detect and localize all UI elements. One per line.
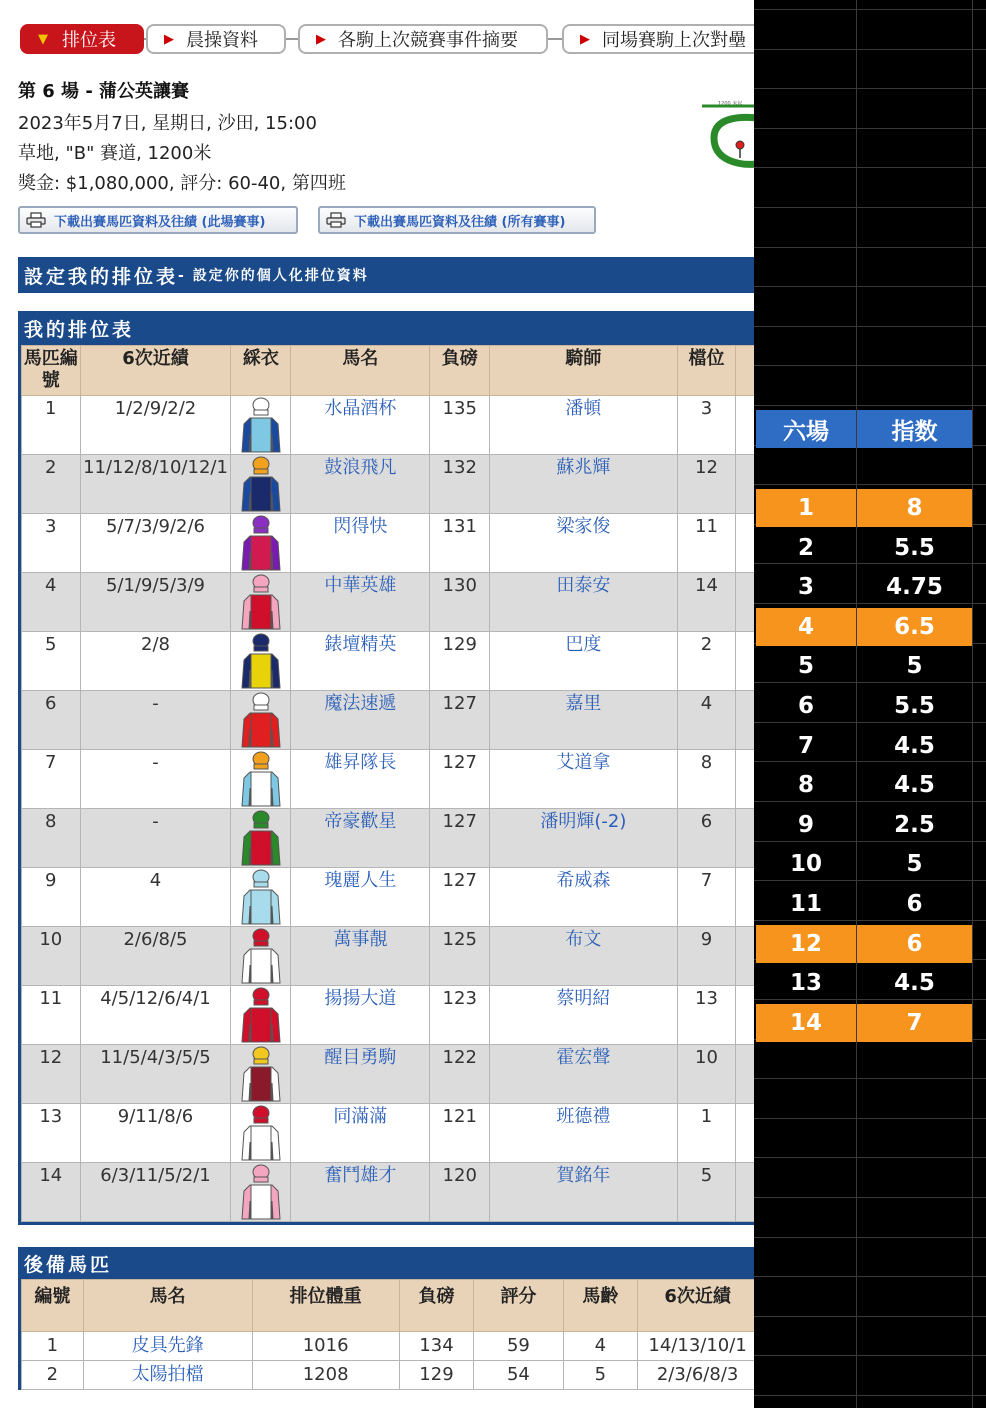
my-racecard-panel <box>18 311 754 1225</box>
jockey-silk-icon <box>238 750 284 808</box>
runner-form: - <box>80 750 231 809</box>
runner-draw: 7 <box>677 868 736 927</box>
runner-jockey-link[interactable]: 希威森 <box>490 868 678 927</box>
jockey-silk-icon <box>238 1104 284 1162</box>
sheet-cell-index[interactable]: 6 <box>906 891 923 917</box>
runner-draw: 11 <box>677 514 736 573</box>
reserve-panel <box>18 1247 754 1390</box>
my-racecard-title: 我的排位表 <box>24 319 135 341</box>
reserve-no: 1 <box>22 1332 84 1361</box>
sheet-cell-race-no[interactable]: 11 <box>789 891 822 917</box>
sheet-cell-index[interactable]: 6 <box>857 925 972 963</box>
runner-silk <box>231 573 291 632</box>
col-header-no: 編號 <box>22 1280 84 1332</box>
jockey-silk-icon <box>238 455 284 513</box>
runner-more <box>736 927 754 986</box>
course-map-label: 1200 米起 <box>718 101 743 107</box>
runner-no: 10 <box>22 927 81 986</box>
sheet-cell-race-no[interactable]: 2 <box>797 535 814 561</box>
sheet-cell-race-no[interactable]: 14 <box>756 1004 856 1042</box>
table-row <box>22 1045 755 1104</box>
tab-label: 各駒上次競賽事件摘要 <box>338 30 518 51</box>
sheet-cell-index[interactable]: 6.5 <box>857 608 972 646</box>
tab-label: 同場賽駒上次對壘 <box>602 30 746 51</box>
runner-horse-link[interactable]: 醒目勇駒 <box>291 1045 430 1104</box>
col-header-draw[interactable]: 檔位 <box>677 346 736 396</box>
runner-more <box>736 1045 754 1104</box>
jockey-silk-icon <box>238 868 284 926</box>
runner-form: 11/12/8/10/12/1 <box>80 455 231 514</box>
runner-draw: 9 <box>677 927 736 986</box>
runner-weight: 127 <box>430 809 490 868</box>
printer-icon <box>326 212 346 228</box>
runner-draw: 13 <box>677 986 736 1045</box>
sheet-cell-index[interactable]: 4.75 <box>886 574 943 600</box>
runner-more <box>736 514 754 573</box>
jockey-silk-icon <box>238 809 284 867</box>
runner-weight: 120 <box>430 1163 490 1222</box>
download-label: 下載出賽馬匹資料及往績 (所有賽事) <box>354 214 566 230</box>
printer-icon <box>26 212 46 228</box>
runner-silk <box>231 632 291 691</box>
runner-jockey-link[interactable]: 嘉里 <box>490 691 678 750</box>
sheet-cell-index[interactable]: 7 <box>857 1004 972 1042</box>
runner-more <box>736 986 754 1045</box>
runner-jockey-link[interactable]: 潘頓 <box>490 396 678 455</box>
sheet-cell-race-no[interactable]: 13 <box>789 970 822 996</box>
sheet-cell-race-no[interactable]: 9 <box>797 812 814 838</box>
col-header-more <box>736 346 754 396</box>
runner-jockey-link[interactable]: 班德禮 <box>490 1104 678 1163</box>
runner-no: 14 <box>22 1163 81 1222</box>
runner-horse-link[interactable]: 萬事靚 <box>291 927 430 986</box>
table-row <box>22 1104 755 1163</box>
col-header-form[interactable]: 6次近績 <box>80 346 231 396</box>
runner-draw: 12 <box>677 455 736 514</box>
reserve-weight: 129 <box>399 1361 474 1390</box>
runner-form: - <box>80 691 231 750</box>
sheet-cell-index[interactable]: 4.5 <box>894 970 935 996</box>
runner-more <box>736 632 754 691</box>
runner-form: 2/6/8/5 <box>80 927 231 986</box>
col-header-age: 馬齡 <box>563 1280 638 1332</box>
runner-form: 5/7/3/9/2/6 <box>80 514 231 573</box>
tab-head-to-head[interactable] <box>562 24 754 54</box>
reserve-form: 14/13/10/1 <box>638 1332 754 1361</box>
race-title: 第 6 場 - 蒲公英讓賽 <box>18 81 190 102</box>
sheet-header-index[interactable]: 指数 <box>857 410 972 448</box>
tab-racecard[interactable] <box>20 24 144 54</box>
runner-draw: 6 <box>677 809 736 868</box>
runner-weight: 132 <box>430 455 490 514</box>
table-header-row <box>22 346 755 396</box>
runner-more <box>736 396 754 455</box>
runner-jockey-link[interactable]: 艾道拿 <box>490 750 678 809</box>
runner-form: 4/5/12/6/4/1 <box>80 986 231 1045</box>
caret-right-icon: ▶ <box>316 31 326 47</box>
runner-jockey-link[interactable]: 梁家俊 <box>490 514 678 573</box>
runner-draw: 3 <box>677 396 736 455</box>
runner-jockey-link[interactable]: 巴度 <box>490 632 678 691</box>
runner-weight: 127 <box>430 868 490 927</box>
settings-bar-subtitle: - 設定你的個人化排位資料 <box>178 268 369 284</box>
runner-form: 9/11/8/6 <box>80 1104 231 1163</box>
runner-horse-link[interactable]: 奮鬥雄才 <box>291 1163 430 1222</box>
table-row <box>22 1361 755 1390</box>
runner-weight: 127 <box>430 750 490 809</box>
sheet-cell-race-no[interactable]: 12 <box>756 925 856 963</box>
runner-more <box>736 1104 754 1163</box>
runner-no: 3 <box>22 514 81 573</box>
reserve-horse-link[interactable]: 太陽拍檔 <box>83 1361 252 1390</box>
runner-form: 6/3/11/5/2/1 <box>80 1163 231 1222</box>
runner-no: 6 <box>22 691 81 750</box>
reserve-title: 後備馬匹 <box>24 1254 113 1276</box>
table-row <box>22 632 755 691</box>
table-row <box>22 691 755 750</box>
table-row <box>22 809 755 868</box>
table-row <box>22 396 755 455</box>
runner-more <box>736 573 754 632</box>
race-prize: 獎金: $1,080,000, 評分: 60-40, 第四班 <box>18 173 346 194</box>
runner-no: 13 <box>22 1104 81 1163</box>
reserve-rating: 54 <box>474 1361 563 1390</box>
runner-more <box>736 455 754 514</box>
runner-form: 1/2/9/2/2 <box>80 396 231 455</box>
runner-jockey-link[interactable]: 布文 <box>490 927 678 986</box>
runner-jockey-link[interactable]: 田泰安 <box>490 573 678 632</box>
table-row <box>22 573 755 632</box>
runner-horse-link[interactable]: 瑰麗人生 <box>291 868 430 927</box>
download-this-race-button[interactable] <box>18 206 298 234</box>
col-header-jockey[interactable]: 騎師 <box>490 346 678 396</box>
runner-jockey-link[interactable]: 賀銘年 <box>490 1163 678 1222</box>
tab-last-race-summary[interactable] <box>298 24 548 54</box>
runner-form: 11/5/4/3/5/5 <box>80 1045 231 1104</box>
sheet-cell-index[interactable]: 5 <box>906 653 923 679</box>
runner-silk <box>231 1045 291 1104</box>
caret-right-icon: ▶ <box>164 31 174 47</box>
runner-horse-link[interactable]: 帝豪歡星 <box>291 809 430 868</box>
jockey-silk-icon <box>238 573 284 631</box>
caret-down-icon: ▼ <box>38 31 48 47</box>
tab-label: 排位表 <box>62 30 116 51</box>
table-header-row <box>22 1280 755 1332</box>
runner-horse-link[interactable]: 雄昇隊長 <box>291 750 430 809</box>
runner-weight: 131 <box>430 514 490 573</box>
jockey-silk-icon <box>238 396 284 454</box>
runner-no: 1 <box>22 396 81 455</box>
tab-label: 晨操資料 <box>186 30 258 51</box>
jockey-silk-icon <box>238 1163 284 1221</box>
sheet-cell-race-no[interactable]: 10 <box>789 851 822 877</box>
runner-draw: 10 <box>677 1045 736 1104</box>
jockey-silk-icon <box>238 632 284 690</box>
runner-jockey-link[interactable]: 潘明輝(-2) <box>490 809 678 868</box>
runner-weight: 135 <box>430 396 490 455</box>
col-header-silk: 綵衣 <box>231 346 291 396</box>
sheet-cell-race-no[interactable]: 8 <box>797 772 814 798</box>
sheet-header-race[interactable]: 六場 <box>756 410 856 448</box>
runner-draw: 4 <box>677 691 736 750</box>
table-row <box>22 514 755 573</box>
sheet-cell-race-no[interactable]: 4 <box>756 608 856 646</box>
runner-jockey-link[interactable]: 蔡明紹 <box>490 986 678 1045</box>
reserve-no: 2 <box>22 1361 84 1390</box>
runner-horse-link[interactable]: 揚揚大道 <box>291 986 430 1045</box>
sheet-cell-index[interactable]: 4.5 <box>894 733 935 759</box>
sheet-cell-index[interactable]: 4.5 <box>894 772 935 798</box>
runner-more <box>736 691 754 750</box>
race-date: 2023年5月7日, 星期日, 沙田, 15:00 <box>18 113 317 134</box>
runner-weight: 125 <box>430 927 490 986</box>
download-label: 下載出賽馬匹資料及往績 (此場賽事) <box>54 214 266 230</box>
table-row <box>22 750 755 809</box>
reserve-weight: 134 <box>399 1332 474 1361</box>
runner-silk <box>231 1104 291 1163</box>
runner-weight: 123 <box>430 986 490 1045</box>
col-header-form: 6次近績 <box>638 1280 754 1332</box>
runner-silk <box>231 1163 291 1222</box>
col-header-no[interactable]: 馬匹編號 <box>22 346 81 396</box>
col-header-horse[interactable]: 馬名 <box>291 346 430 396</box>
spreadsheet-panel <box>754 0 986 1408</box>
runner-horse-link[interactable]: 魔法速遞 <box>291 691 430 750</box>
reserve-age: 4 <box>563 1332 638 1361</box>
runner-draw: 14 <box>677 573 736 632</box>
runner-silk <box>231 455 291 514</box>
runner-more <box>736 809 754 868</box>
jockey-silk-icon <box>238 691 284 749</box>
runner-no: 9 <box>22 868 81 927</box>
jockey-silk-icon <box>238 927 284 985</box>
runner-jockey-link[interactable]: 蘇兆輝 <box>490 455 678 514</box>
runner-draw: 5 <box>677 1163 736 1222</box>
runner-form: 2/8 <box>80 632 231 691</box>
table-row <box>22 927 755 986</box>
table-row <box>22 868 755 927</box>
settings-bar-title: 設定我的排位表 <box>24 265 179 288</box>
sheet-cell-race-no[interactable]: 5 <box>797 653 814 679</box>
runner-silk <box>231 927 291 986</box>
runner-weight: 121 <box>430 1104 490 1163</box>
runner-more <box>736 750 754 809</box>
col-header-rating: 評分 <box>474 1280 563 1332</box>
col-header-weight: 負磅 <box>399 1280 474 1332</box>
tab-morning-workout[interactable] <box>146 24 286 54</box>
caret-right-icon: ▶ <box>580 31 590 47</box>
runner-no: 2 <box>22 455 81 514</box>
runner-silk <box>231 809 291 868</box>
runner-weight: 130 <box>430 573 490 632</box>
runner-silk <box>231 691 291 750</box>
runner-silk <box>231 514 291 573</box>
course-map-icon[interactable] <box>698 94 754 174</box>
jockey-silk-icon <box>238 514 284 572</box>
tab-bar <box>18 24 754 54</box>
sheet-cell-index[interactable]: 5.5 <box>894 693 935 719</box>
reserve-horse-link[interactable]: 皮具先鋒 <box>83 1332 252 1361</box>
runner-silk <box>231 986 291 1045</box>
runner-horse-link[interactable]: 同滿滿 <box>291 1104 430 1163</box>
runner-form: - <box>80 809 231 868</box>
runner-horse-link[interactable]: 中華英雄 <box>291 573 430 632</box>
jockey-silk-icon <box>238 986 284 1044</box>
sheet-cell-race-no[interactable]: 6 <box>797 693 814 719</box>
runner-jockey-link[interactable]: 霍宏聲 <box>490 1045 678 1104</box>
table-row <box>22 1163 755 1222</box>
runner-horse-link[interactable]: 水晶酒杯 <box>291 396 430 455</box>
col-header-horse: 馬名 <box>83 1280 252 1332</box>
table-row <box>22 986 755 1045</box>
runner-weight: 122 <box>430 1045 490 1104</box>
jockey-silk-icon <box>238 1045 284 1103</box>
col-header-weight[interactable]: 負磅 <box>430 346 490 396</box>
runner-weight: 127 <box>430 691 490 750</box>
runner-more <box>736 868 754 927</box>
sheet-cell-race-no[interactable]: 7 <box>797 733 814 759</box>
runner-silk <box>231 868 291 927</box>
runner-draw: 2 <box>677 632 736 691</box>
runner-no: 7 <box>22 750 81 809</box>
runner-silk <box>231 750 291 809</box>
download-all-races-button[interactable] <box>318 206 596 234</box>
runner-horse-link[interactable]: 閃得快 <box>291 514 430 573</box>
runner-form: 4 <box>80 868 231 927</box>
runner-silk <box>231 396 291 455</box>
runner-horse-link[interactable]: 錶壇精英 <box>291 632 430 691</box>
reserve-rating: 59 <box>474 1332 563 1361</box>
runner-draw: 8 <box>677 750 736 809</box>
runner-horse-link[interactable]: 鼓浪飛凡 <box>291 455 430 514</box>
settings-bar[interactable] <box>18 257 754 293</box>
reserve-body-weight: 1208 <box>252 1361 399 1390</box>
sheet-cell-index[interactable]: 5 <box>906 851 923 877</box>
col-header-body-weight: 排位體重 <box>252 1280 399 1332</box>
runners-table <box>21 345 754 1222</box>
runner-no: 5 <box>22 632 81 691</box>
sheet-cell-index[interactable]: 8 <box>857 489 972 527</box>
sheet-cell-index[interactable]: 2.5 <box>894 812 935 838</box>
runner-no: 4 <box>22 573 81 632</box>
reserve-age: 5 <box>563 1361 638 1390</box>
runner-no: 11 <box>22 986 81 1045</box>
runner-weight: 129 <box>430 632 490 691</box>
sheet-cell-race-no[interactable]: 3 <box>797 574 814 600</box>
reserve-body-weight: 1016 <box>252 1332 399 1361</box>
sheet-cell-index[interactable]: 5.5 <box>894 535 935 561</box>
sheet-cell-race-no[interactable]: 1 <box>756 489 856 527</box>
table-row <box>22 455 755 514</box>
reserve-form: 2/3/6/8/3 <box>638 1361 754 1390</box>
runner-draw: 1 <box>677 1104 736 1163</box>
race-track: 草地, "B" 賽道, 1200米 <box>18 143 212 164</box>
table-row <box>22 1332 755 1361</box>
runner-no: 12 <box>22 1045 81 1104</box>
runner-no: 8 <box>22 809 81 868</box>
runner-more <box>736 1163 754 1222</box>
runner-form: 5/1/9/5/3/9 <box>80 573 231 632</box>
reserve-table <box>21 1279 754 1390</box>
